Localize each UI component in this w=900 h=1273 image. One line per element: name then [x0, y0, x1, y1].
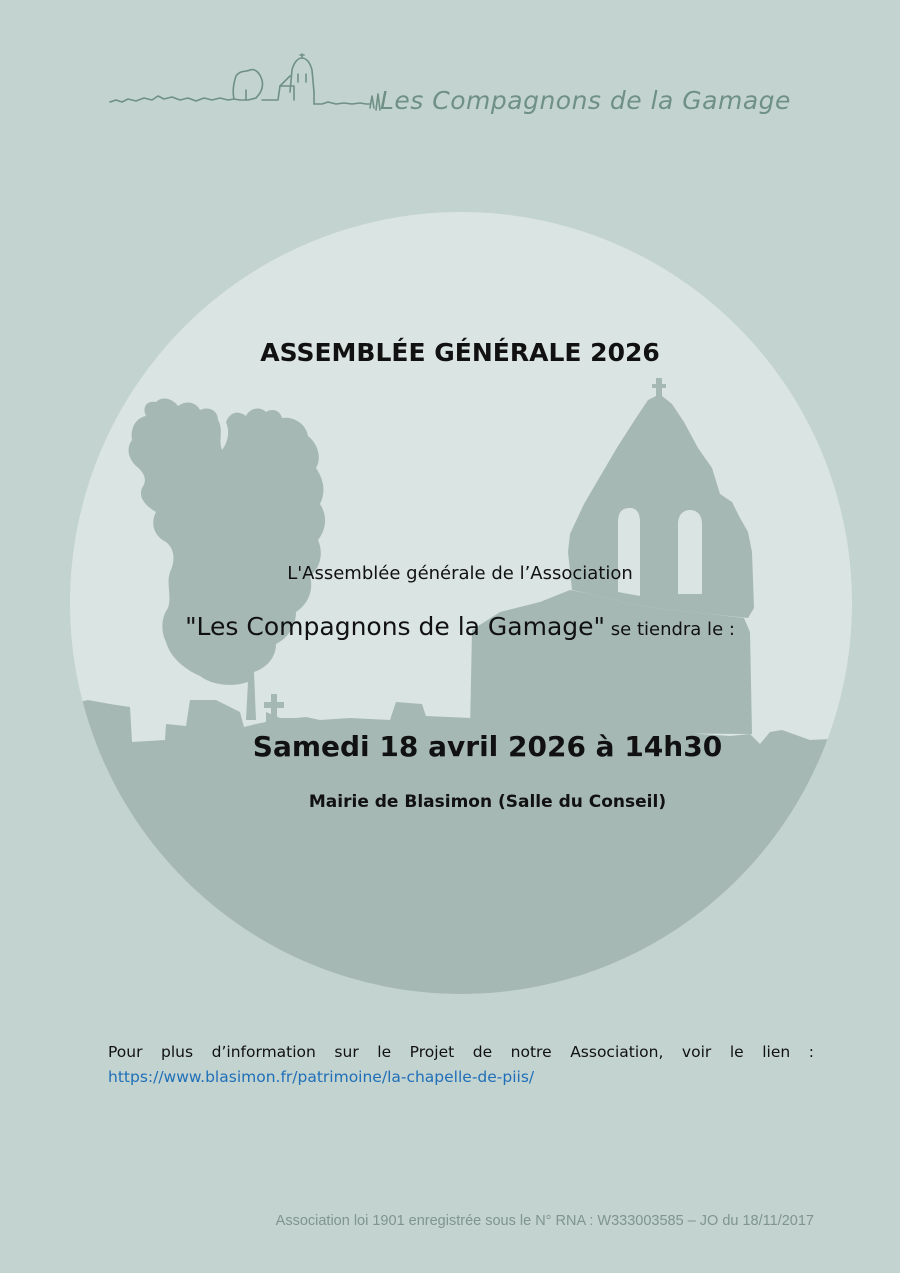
info-link[interactable]: https://www.blasimon.fr/patrimoine/la-chapelle-de-piis/ — [108, 1068, 535, 1086]
logo-text: Les Compagnons de la Gamage — [380, 86, 791, 115]
intro-end-text: se tiendra le : — [605, 619, 735, 640]
footer-text: Association loi 1901 enregistrée sous le N° RNA : W333003585 – JO du 18/11/2017 — [275, 1213, 814, 1229]
chapel-silhouette-illustration — [70, 212, 852, 994]
chapel-skyline-logo-icon — [108, 52, 408, 122]
event-place: Mairie de Blasimon (Salle du Conseil) — [308, 792, 667, 812]
intro-text: L'Assemblée générale de l’Association — [287, 563, 633, 584]
association-name: "Les Compagnons de la Gamage" — [185, 612, 606, 641]
event-date: Samedi 18 avril 2026 à 14h30 — [252, 730, 723, 763]
page-title: ASSEMBLÉE GÉNÉRALE 2026 — [260, 338, 660, 367]
association-line — [0, 612, 900, 641]
info-text: Pour plus d’information sur le Projet de notre Association, voir le lien : — [108, 1043, 814, 1061]
logo-header — [108, 52, 818, 132]
